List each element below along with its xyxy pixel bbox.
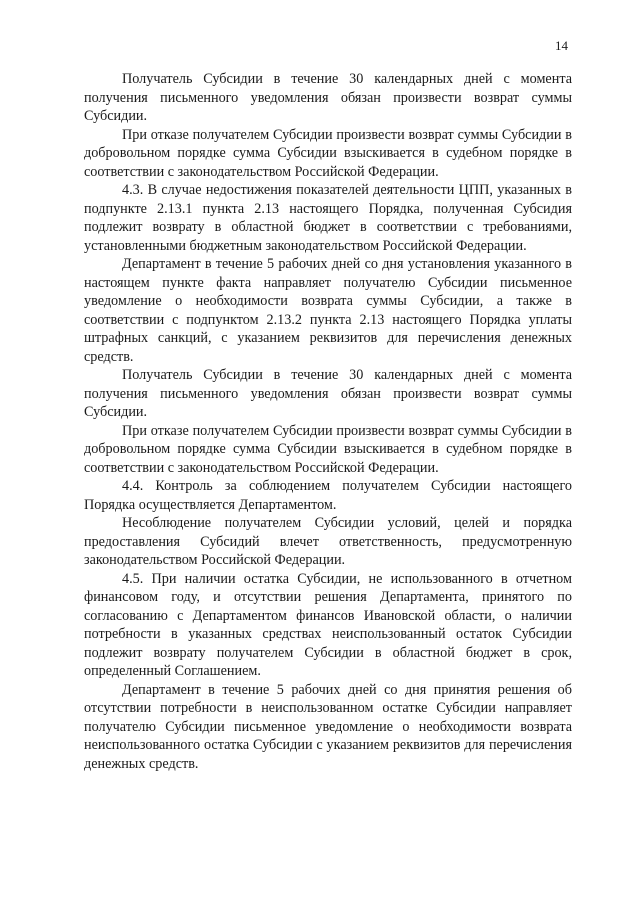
paragraph: 4.4. Контроль за соблюдением получателем Субсидии настоящего Порядка осуществляется Департаментом. — [84, 478, 572, 513]
page-number: 14 — [555, 38, 568, 53]
paragraph: При отказе получателем Субсидии произвести возврат суммы Субсидии в добровольном порядке сумма Субсидии взыскивается в судебном порядке в соответствии с законодательством Российской Федерации. — [84, 422, 572, 476]
paragraph: 4.5. При наличии остатка Субсидии, не использованного в отчетном финансовом году, и отсутствии решения Департамента, принятого по согласованию с Департаментом финансов Ивановской области, о наличии потребности в указанных средствах неиспользованный остаток Субсидии подлежит возврату получателем Субсидии в областной бюджет в срок, определенный Соглашением. — [84, 570, 572, 679]
paragraph: 4.3. В случае недостижения показателей деятельности ЦПП, указанных в подпункте 2.13.1 пункта 2.13 настоящего Порядка, полученная Субсидия подлежит возврату в областной бюджет в соответствии с требованиями, установленными бюджетным законодательством Российской Федерации. — [84, 182, 572, 254]
document-body — [84, 70, 572, 773]
paragraph: Департамент в течение 5 рабочих дней со дня принятия решения об отсутствии потребности в неиспользованном остатке Субсидии направляет получателю Субсидии письменное уведомление о необходимости возврата неиспользованного остатка Субсидии с указанием реквизитов для перечисления денежных средств. — [84, 681, 572, 772]
paragraph: Получатель Субсидии в течение 30 календарных дней с момента получения письменного уведомления обязан произвести возврат суммы Субсидии. — [84, 71, 572, 124]
paragraph: При отказе получателем Субсидии произвести возврат суммы Субсидии в добровольном порядке сумма Субсидии взыскивается в судебном порядке в соответствии с законодательством Российской Федерации. — [84, 126, 572, 180]
paragraph: Департамент в течение 5 рабочих дней со дня установления указанного в настоящем пункте факта направляет получателю Субсидии письменное уведомление о необходимости возврата суммы Субсидии, а также в соответствии с подпунктом 2.13.2 пункта 2.13 настоящего Порядка уплаты штрафных санкций, с указанием реквизитов для перечисления денежных средств. — [84, 256, 572, 365]
paragraph: Получатель Субсидии в течение 30 календарных дней с момента получения письменного уведомления обязан произвести возврат суммы Субсидии. — [84, 367, 572, 420]
paragraph: Несоблюдение получателем Субсидии условий, целей и порядка предоставления Субсидий влечет ответственность, предусмотренную законодательством Российской Федерации. — [84, 515, 572, 568]
